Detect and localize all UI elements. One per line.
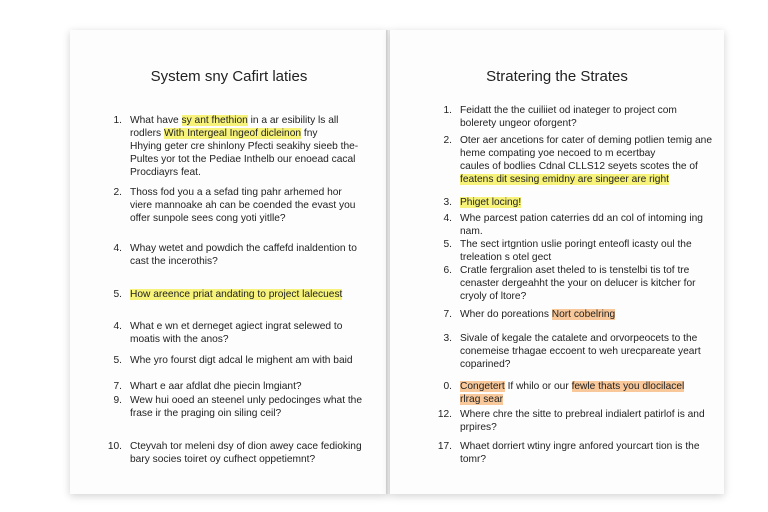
- question-text: [460, 380, 684, 406]
- highlighted-text: Phiget locing!: [460, 197, 522, 208]
- highlighted-text: sy ant fhethion: [181, 115, 248, 126]
- question-number: 7.: [113, 381, 122, 392]
- question-number: 1.: [113, 115, 122, 126]
- question-text: [460, 238, 692, 264]
- line-text: moatis with the anos?: [130, 334, 229, 345]
- question-line: [460, 453, 700, 466]
- question-text: [130, 354, 353, 367]
- question-line: [460, 104, 677, 117]
- question-text: [130, 288, 342, 301]
- question-number: 4.: [113, 321, 122, 332]
- question-line: [130, 407, 362, 420]
- question-text: [460, 212, 703, 238]
- line-text: treleation s otel gect: [460, 252, 552, 263]
- question-text: [130, 380, 302, 393]
- line-text: Wew hui ooed an steenel unly pedocinges what the: [130, 395, 363, 406]
- question-text: [130, 320, 342, 346]
- line-text: cast the incerothis?: [130, 256, 218, 267]
- highlighted-text: featens dit sesing emidny are singeer are right: [460, 174, 669, 185]
- line-text: Wher do poreations: [460, 309, 552, 320]
- question-number: 3.: [443, 333, 452, 344]
- question-line: [130, 255, 357, 268]
- question-number: 7.: [443, 309, 452, 320]
- line-text: What have: [130, 115, 182, 126]
- line-text: Whay wetet and powdich the caffefd inaldention to: [130, 243, 357, 254]
- line-text: Whe yro fourst digt adcal le mighent am with baid: [130, 355, 353, 366]
- question-line: [460, 212, 703, 225]
- line-text: Whe parcest pation caterries dd an col of intoming ing: [460, 213, 703, 224]
- question-text: [460, 104, 677, 130]
- question-line: [460, 173, 712, 186]
- left-page: [70, 30, 388, 494]
- line-text: cenaster dergeahht the your on delucer is kitcher for: [460, 278, 696, 289]
- question-line: [130, 380, 302, 393]
- line-text: rodlers: [130, 128, 164, 139]
- line-text: bolerety ungeor oforgent?: [460, 118, 577, 129]
- highlighted-text: Nort cobelring: [551, 309, 616, 320]
- line-text: Oter aer ancetions for cater of deming potlien temig ane: [460, 135, 712, 146]
- question-number: 9.: [113, 395, 122, 406]
- line-text: Hhying geter cre shinlony Pfecti seakihy sieeb the-: [130, 141, 359, 152]
- line-text: The sect irtgntion uslie poringt enteofl icasty oul the: [460, 239, 692, 250]
- line-text: conemeise trhagae eccoent to weh urecpareate yeart: [460, 346, 701, 357]
- line-text: caules of bodlies Cdnal CLLS12 seyets scotes the of: [460, 161, 698, 172]
- question-line: [460, 134, 712, 147]
- line-text: bary socies toiret oy cufhect oppetiemnt?: [130, 454, 316, 465]
- question-line: [130, 199, 355, 212]
- line-text: nam.: [460, 226, 483, 237]
- question-line: [130, 114, 358, 127]
- question-text: [130, 186, 355, 225]
- question-text: [460, 196, 521, 209]
- question-number: 5.: [113, 289, 122, 300]
- highlighted-text: How areence priat andating to project lalecuest: [130, 289, 343, 300]
- question-line: [460, 358, 701, 371]
- line-text: cryoly of ltore?: [460, 291, 527, 302]
- question-line: [460, 393, 684, 406]
- line-text: heme compating yoe necoed to m ecertbay: [460, 148, 656, 159]
- line-text: fny: [301, 128, 318, 139]
- question-line: [460, 308, 615, 321]
- question-text: [460, 308, 615, 321]
- question-number: 5.: [113, 355, 122, 366]
- line-text: Thoss fod you a a sefad ting pahr arhemed hor: [130, 187, 342, 198]
- highlighted-text: rlrag sear: [460, 394, 504, 405]
- line-text: Feidatt the the cuiliiet od inateger to project com: [460, 105, 677, 116]
- question-text: [460, 264, 696, 303]
- question-text: [460, 332, 701, 371]
- book-spread: [70, 30, 724, 496]
- line-text: If whilo or our: [504, 381, 572, 392]
- question-line: [130, 212, 355, 225]
- question-text: [130, 114, 358, 179]
- question-line: [130, 440, 362, 453]
- line-text: prpires?: [460, 422, 497, 433]
- question-number: 2.: [443, 135, 452, 146]
- question-line: [130, 288, 342, 301]
- question-line: [130, 127, 358, 140]
- line-text: tomr?: [460, 454, 487, 465]
- question-line: [130, 333, 342, 346]
- question-number: 17.: [437, 441, 452, 452]
- question-line: [460, 332, 701, 345]
- line-text: viere mannoake ah can be coended the evast you: [130, 200, 356, 211]
- line-text: Where chre the sitte to prebreal indialert patirlof is and: [460, 409, 705, 420]
- right-page-title: Stratering the Strates: [486, 68, 628, 85]
- question-number: 4.: [113, 243, 122, 254]
- question-line: [460, 290, 696, 303]
- question-text: [460, 134, 712, 186]
- line-text: coparined?: [460, 359, 511, 370]
- line-text: Procdiayrs feat.: [130, 167, 201, 178]
- question-line: [460, 408, 705, 421]
- question-line: [460, 421, 705, 434]
- question-line: [460, 380, 684, 393]
- line-text: Cratle fergralion aset theled to is tenstelbi tis tof tre: [460, 265, 690, 276]
- question-number: 4.: [443, 213, 452, 224]
- line-text: in a ar esibility ls all: [247, 115, 339, 126]
- question-line: [130, 242, 357, 255]
- question-line: [460, 440, 700, 453]
- question-line: [130, 453, 362, 466]
- question-line: [130, 153, 358, 166]
- question-line: [130, 354, 353, 367]
- line-text: offer sunpole sees cong yoti yitlle?: [130, 213, 286, 224]
- question-line: [130, 166, 358, 179]
- question-line: [460, 117, 677, 130]
- question-line: [130, 394, 362, 407]
- question-text: [460, 440, 700, 466]
- line-text: frase ir the praging oin siling ceil?: [130, 408, 282, 419]
- question-line: [130, 186, 355, 199]
- highlighted-text: fewle thats you dlocilacel: [571, 381, 685, 392]
- question-line: [130, 320, 342, 333]
- question-line: [460, 345, 701, 358]
- line-text: Pultes yor tot the Pediae Inthelb our enoead cacal: [130, 154, 356, 165]
- question-number: 10.: [107, 441, 122, 452]
- highlighted-text: With Intergeal Ingeof dicleinon: [163, 128, 302, 139]
- question-text: [130, 440, 362, 466]
- question-number: 5.: [443, 239, 452, 250]
- left-page-title: System sny Cafirt laties: [150, 68, 308, 85]
- question-line: [460, 196, 521, 209]
- question-line: [460, 277, 696, 290]
- question-line: [460, 251, 692, 264]
- right-page: [390, 30, 724, 494]
- question-number: 0.: [443, 381, 452, 392]
- highlighted-text: Congetert: [460, 381, 505, 392]
- question-line: [460, 147, 712, 160]
- question-text: [460, 408, 705, 434]
- question-number: 3.: [443, 197, 452, 208]
- question-number: 1.: [443, 105, 452, 116]
- question-text: [130, 394, 362, 420]
- question-line: [460, 225, 703, 238]
- question-number: 6.: [443, 265, 452, 276]
- line-text: What e wn et derneget agiect ingrat selewed to: [130, 321, 343, 332]
- question-line: [460, 264, 696, 277]
- question-number: 2.: [113, 187, 122, 198]
- line-text: Sivale of kegale the catalete and orvorpeocets to the: [460, 333, 698, 344]
- line-text: Whaet dorriert wtiny ingre anfored yourcart tion is the: [460, 441, 700, 452]
- question-line: [460, 160, 712, 173]
- question-line: [130, 140, 358, 153]
- question-number: 12.: [437, 409, 452, 420]
- question-text: [130, 242, 357, 268]
- line-text: Whart e aar afdlat dhe piecin lmgiant?: [130, 381, 302, 392]
- question-line: [460, 238, 692, 251]
- line-text: Cteyvah tor meleni dsy of dion awey cace fedioking: [130, 441, 362, 452]
